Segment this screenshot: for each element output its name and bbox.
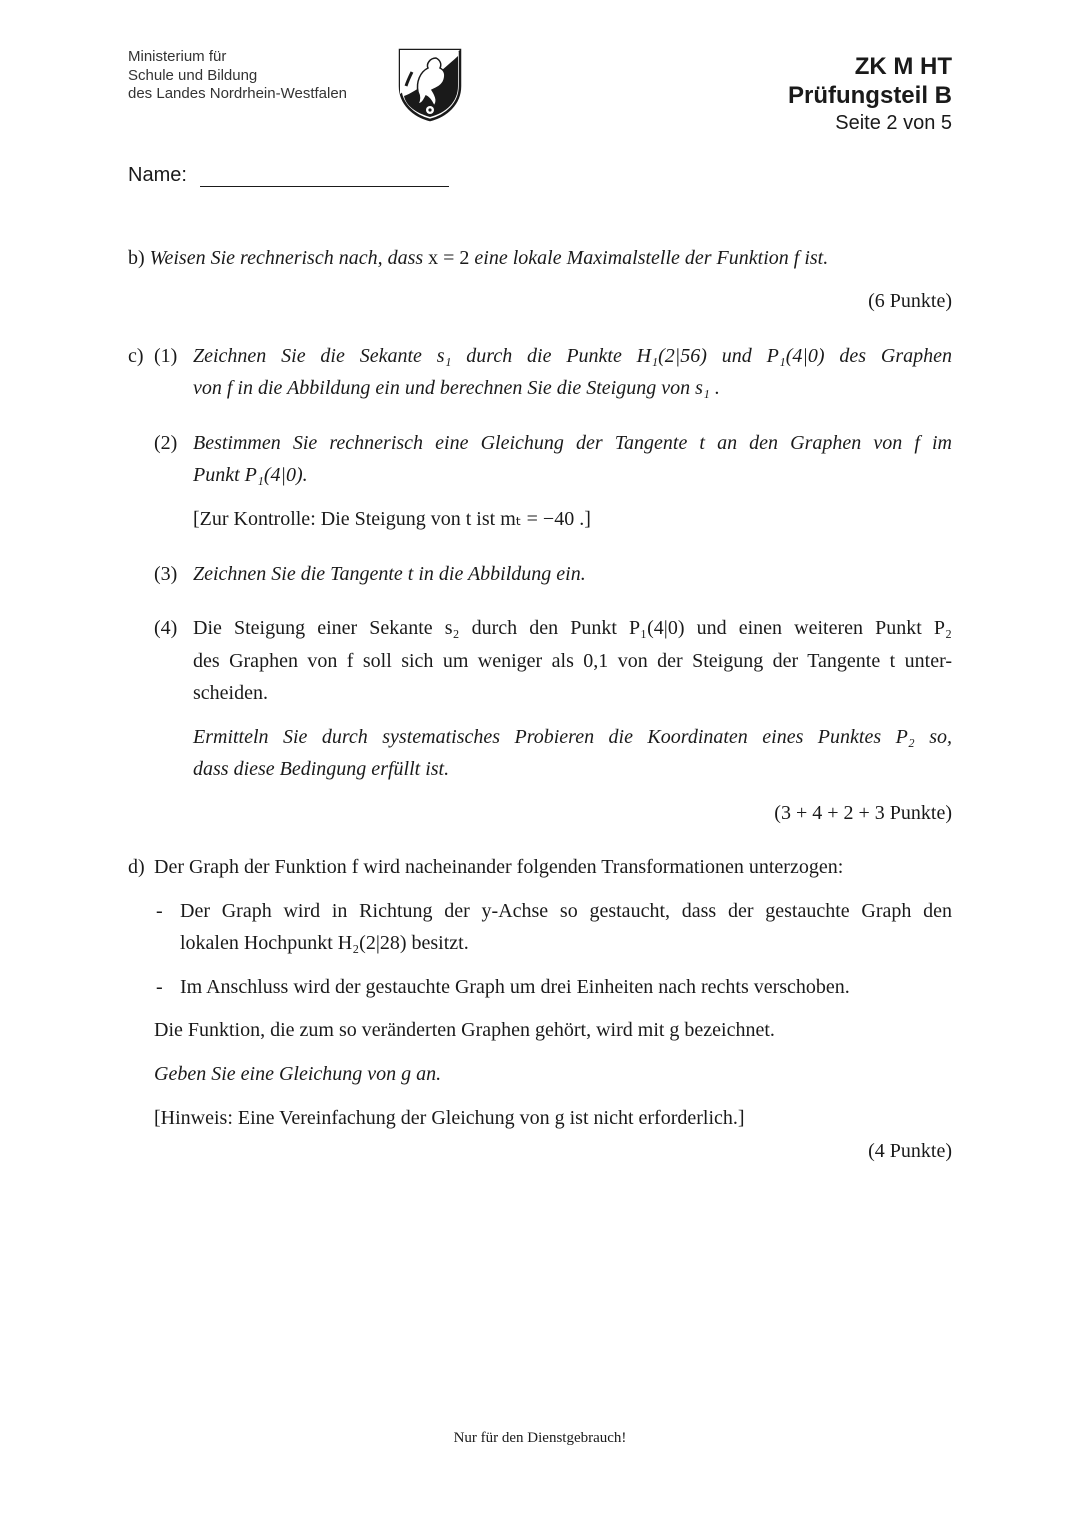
bullet-dash-2: - (156, 976, 163, 998)
ministry-line-2: Schule und Bildung (128, 66, 258, 84)
task-d-points: (4 Punkte) (868, 1140, 952, 1162)
task-d-bullet-2: Im Anschluss wird der gestauchte Graph um drei Einheiten nach rechts verschoben. (180, 976, 850, 998)
bullet-dash-1: - (156, 900, 163, 922)
ministry-line-3: des Landes Nordrhein-Westfalen (128, 85, 348, 102)
task-c-2-line-1: Bestimmen Sie rechnerisch eine Gleichung der Tangente t an den Graphen von f im (193, 432, 952, 454)
task-b-points: (6 Punkte) (868, 290, 952, 312)
task-d-bullet-1-line-2: lokalen Hochpunkt H₂(2|28) besitzt. (180, 932, 469, 954)
task-d-function-text: Die Funktion, die zum so veränderten Graphen gehört, wird mit g bezeichnet. (154, 1019, 775, 1041)
task-c-4-number: (4) (154, 617, 178, 639)
task-c-label: c) (128, 345, 144, 367)
task-c-4-task-line-1: Ermitteln Sie durch systematisches Probieren die Koordinaten eines Punktes P₂ so, (193, 726, 952, 748)
task-c-4-line-1: Die Steigung einer Sekante s₂ durch den Punkt P₁(4|0) und einen weiteren Punkt P₂ (193, 617, 952, 639)
name-label: Name: (128, 164, 187, 186)
task-b-text-2: eine lokale Maximalstelle der Funktion f ist. (474, 247, 829, 269)
task-d-hint: [Hinweis: Eine Vereinfachung der Gleichung von g ist nicht erforderlich.] (154, 1107, 745, 1129)
task-c-4-line-2: des Graphen von f soll sich um weniger als 0,1 von der Steigung der Tangente t unter- (193, 650, 952, 672)
task-c-3-text: Zeichnen Sie die Tangente t in die Abbildung ein. (193, 563, 586, 585)
task-c-4-task-line-2: dass diese Bedingung erfüllt ist. (193, 758, 450, 780)
task-c-4-line-3: scheiden. (193, 682, 268, 704)
task-d-intro: Der Graph der Funktion f wird nacheinander folgenden Transformationen unterzogen: (154, 856, 844, 878)
task-c-2-check: [Zur Kontrolle: Die Steigung von t ist mₜ = −40 .] (193, 508, 591, 530)
task-c-points: (3 + 4 + 2 + 3 Punkte) (774, 802, 952, 824)
task-c-1-line-1: Zeichnen Sie die Sekante s₁ durch die Punkte H₁(2|56) und P₁(4|0) des Graphen (193, 345, 952, 367)
ministry-name (128, 48, 347, 104)
ministry-line-1: Ministerium für (128, 48, 227, 65)
task-b-math: x = 2 (428, 247, 470, 269)
task-b (128, 242, 952, 274)
task-c-1-line-2: von f in die Abbildung ein und berechnen Sie die Steigung von s₁ . (193, 377, 720, 399)
task-d-task: Geben Sie eine Gleichung von g an. (154, 1063, 442, 1085)
task-d-label: d) (128, 856, 145, 878)
footer-notice: Nur für den Dienstgebrauch! (453, 1430, 627, 1446)
task-d-bullet-1-line-1: Der Graph wird in Richtung der y-Achse so gestaucht, dass der gestauchte Graph den (180, 900, 952, 922)
task-c-3-number: (3) (154, 563, 178, 585)
page-info: Seite 2 von 5 (835, 112, 952, 134)
exam-part: Prüfungsteil B (787, 82, 952, 109)
task-c-2-line-2: Punkt P₁(4|0). (193, 464, 308, 486)
name-input-line[interactable] (200, 186, 449, 187)
exam-header (788, 52, 952, 136)
nrw-coat-of-arms-icon (396, 46, 464, 122)
task-c-1-number: (1) (154, 345, 178, 367)
task-b-label: b) (128, 247, 145, 269)
task-c-2-number: (2) (154, 432, 178, 454)
exam-code: ZK M HT (854, 53, 952, 80)
task-b-text-1: Weisen Sie rechnerisch nach, dass (149, 247, 424, 269)
